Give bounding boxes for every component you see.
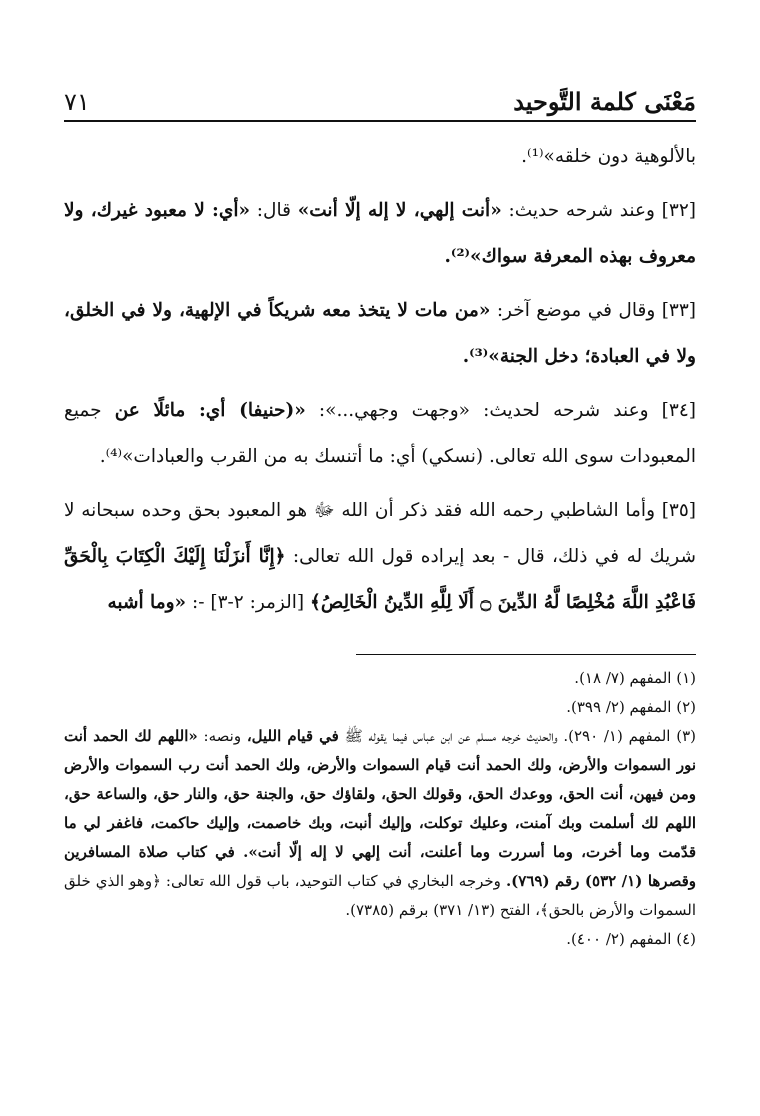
footnote-separator [356, 654, 696, 655]
paragraph-34: [٣٤] وعند شرحه لحديث: «وجهت وجهي...»: «(حنيفا) أي: مائلًا عن جميع المعبودات سوى الله تعالى. (نسكي) أي: ما أتنسك به من القرب والعبادات»⁽⁴⁾. [64, 400, 696, 467]
paragraph-1: بالألوهية دون خلقه»⁽¹⁾. [521, 146, 696, 167]
quran-verse: ﴿إِنَّا أَنزَلْنَا إِلَيْكَ الْكِتَابَ بِالْحَقِّ فَاعْبُدِ اللَّهَ مُخْلِصًا لَّهُ الدِّينَ ۝ أَلَا لِلَّهِ الدِّينُ الْخَالِصُ﴾ [64, 546, 696, 613]
footnote-2: (٢) المفهم (٢/ ٣٩٩). [566, 698, 696, 716]
footnote-3: (٣) المفهم (١/ ٢٩٠). والحديث خرجه مسلم عن ابن عباس فيما يقوله ﷺ في قيام الليل، ونصه: «اللهم لك الحمد أنت نور السموات والأرض، ولك الحمد أنت قيام السموات والأرض، ولك الحمد أنت رب السموات والأرض ومن فيهن، أنت الحق، ووعدك الحق، وقولك الحق، ولقاؤك حق، والجنة حق، والنار حق، والساعة حق، اللهم لك أسلمت وبك آمنت، وعليك توكلت، وإليك أنبت، وبك خاصمت، وإليك حاكمت، فاغفر لي ما قدّمت وما أخرت، وما أسررت وما أعلنت، أنت إلهي لا إله إلّا أنت». في كتاب صلاة المسافرين وقصرها (١/ ٥٣٢) رقم (٧٦٩). وخرجه البخاري في كتاب التوحيد، باب قول الله تعالى: ﴿وهو الذي خلق السموات والأرض بالحق﴾، الفتح (١٣/ ٣٧١) برقم (٧٣٨٥). [64, 727, 697, 919]
paragraph-35: [٣٥] وأما الشاطبي رحمه الله فقد ذكر أن الله ﷻ هو المعبود بحق وحده سبحانه لا شريك له في ذلك، قال - بعد إيراده قول الله تعالى: ﴿إِنَّا أَنزَلْنَا إِلَيْكَ الْكِتَابَ بِالْحَقِّ فَاعْبُدِ اللَّهَ مُخْلِصًا لَّهُ الدِّينَ ۝ أَلَا لِلَّهِ الدِّينُ الْخَالِصُ﴾ [الزمر: ٢-٣] -: «وما أشبه [64, 500, 696, 613]
page-number: ٧١ [64, 88, 90, 116]
running-title: مَعْنَى كلمة التَّوحيد [513, 87, 696, 116]
main-text [64, 134, 696, 634]
page-header [64, 76, 696, 122]
footnote-4: (٤) المفهم (٢/ ٤٠٠). [566, 930, 696, 948]
paragraph-33: [٣٣] وقال في موضع آخر: «من مات لا يتخذ معه شريكاً في الإلهية، ولا في الخلق، ولا في العبادة؛ دخل الجنة»⁽³⁾. [64, 300, 697, 367]
footnotes [64, 664, 696, 954]
footnote-1: (١) المفهم (٧/ ١٨). [574, 669, 696, 687]
paragraph-32: [٣٢] وعند شرحه حديث: «أنت إلهي، لا إله إلّا أنت» قال: «أي: لا معبود غيرك، ولا معروف بهذه المعرفة سواك»⁽²⁾. [64, 200, 696, 267]
